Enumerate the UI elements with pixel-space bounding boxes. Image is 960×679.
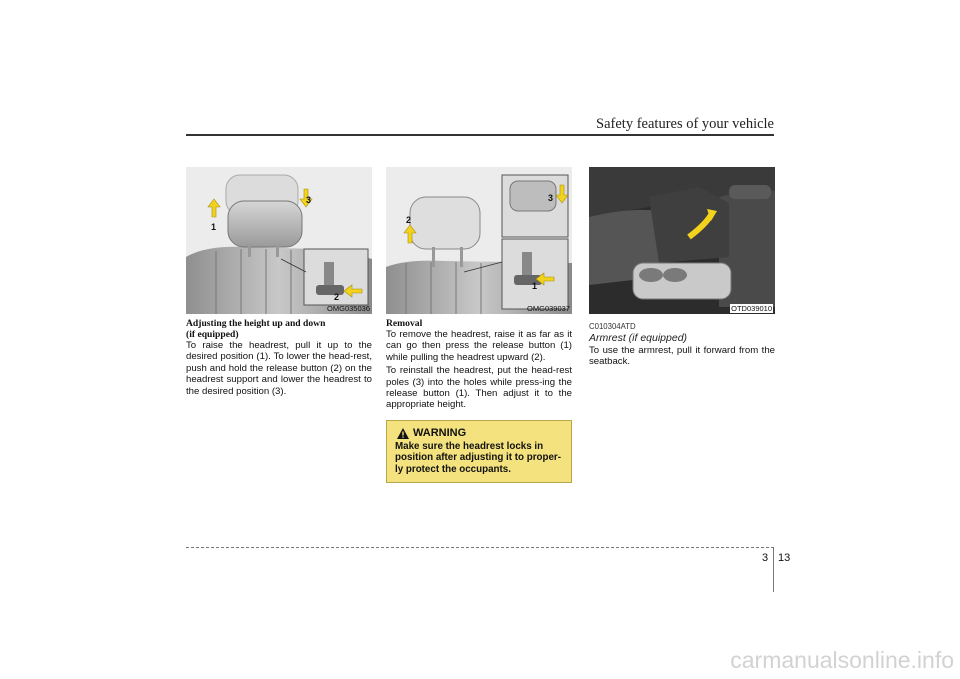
section-heading: Armrest (if equipped) bbox=[589, 332, 688, 344]
body-paragraph: To use the armrest, pull it forward from the seatback. bbox=[589, 345, 775, 368]
section-heading: Removal bbox=[386, 318, 423, 329]
watermark: carmanualsonline.info bbox=[730, 647, 954, 673]
figure-code: OMG039037 bbox=[527, 304, 570, 313]
page-number: 13 bbox=[778, 552, 791, 564]
figure-code: OMG035036 bbox=[327, 304, 370, 313]
callout-3: 3 bbox=[306, 195, 312, 205]
footer-rule bbox=[186, 547, 774, 548]
footer-separator bbox=[773, 548, 774, 592]
section-heading: Adjusting the height up and down bbox=[186, 318, 326, 329]
armrest-illustration bbox=[589, 167, 775, 314]
headrest-removal-illustration bbox=[386, 167, 572, 314]
document-code: C010304ATD bbox=[589, 322, 636, 331]
header-title: Safety features of your vehicle bbox=[596, 116, 774, 132]
callout-3: 3 bbox=[548, 193, 554, 203]
body-paragraph: To remove the headrest, raise it as far as it can go then press the release button (1) while pulling the headrest upward (2). bbox=[386, 329, 572, 363]
column-right bbox=[589, 318, 775, 370]
body-paragraph: To raise the headrest, pull it up to the desired position (1). To lower the head-rest, push and hold the release button (2) on the headrest support and lower the headrest to the desired position (3). bbox=[186, 340, 372, 397]
figure-headrest-removal bbox=[386, 167, 572, 314]
column-middle bbox=[386, 318, 572, 413]
chapter-number: 3 bbox=[762, 552, 769, 564]
callout-2: 2 bbox=[334, 292, 340, 302]
callout-2: 2 bbox=[406, 215, 412, 225]
callout-1: 1 bbox=[211, 222, 217, 232]
figure-code: OTD039010 bbox=[731, 304, 772, 313]
warning-box bbox=[386, 420, 572, 483]
callout-1: 1 bbox=[532, 281, 538, 291]
header-rule bbox=[186, 134, 774, 136]
warning-title bbox=[397, 427, 563, 439]
body-paragraph: To reinstall the headrest, put the head-rest poles (3) into the holes while press-ing the release button (1). Then adjust it to the appropriate height. bbox=[386, 365, 572, 411]
figure-armrest bbox=[589, 167, 775, 314]
figure-headrest-adjust bbox=[186, 167, 372, 314]
warning-triangle-icon bbox=[397, 428, 409, 439]
warning-label: WARNING bbox=[413, 427, 467, 439]
warning-text: Make sure the headrest locks in position after adjusting it to proper-ly protect the occupants. bbox=[395, 441, 561, 475]
column-left bbox=[186, 318, 372, 399]
section-heading-qualifier: (if equipped) bbox=[186, 329, 239, 340]
headrest-adjust-illustration bbox=[186, 167, 372, 314]
